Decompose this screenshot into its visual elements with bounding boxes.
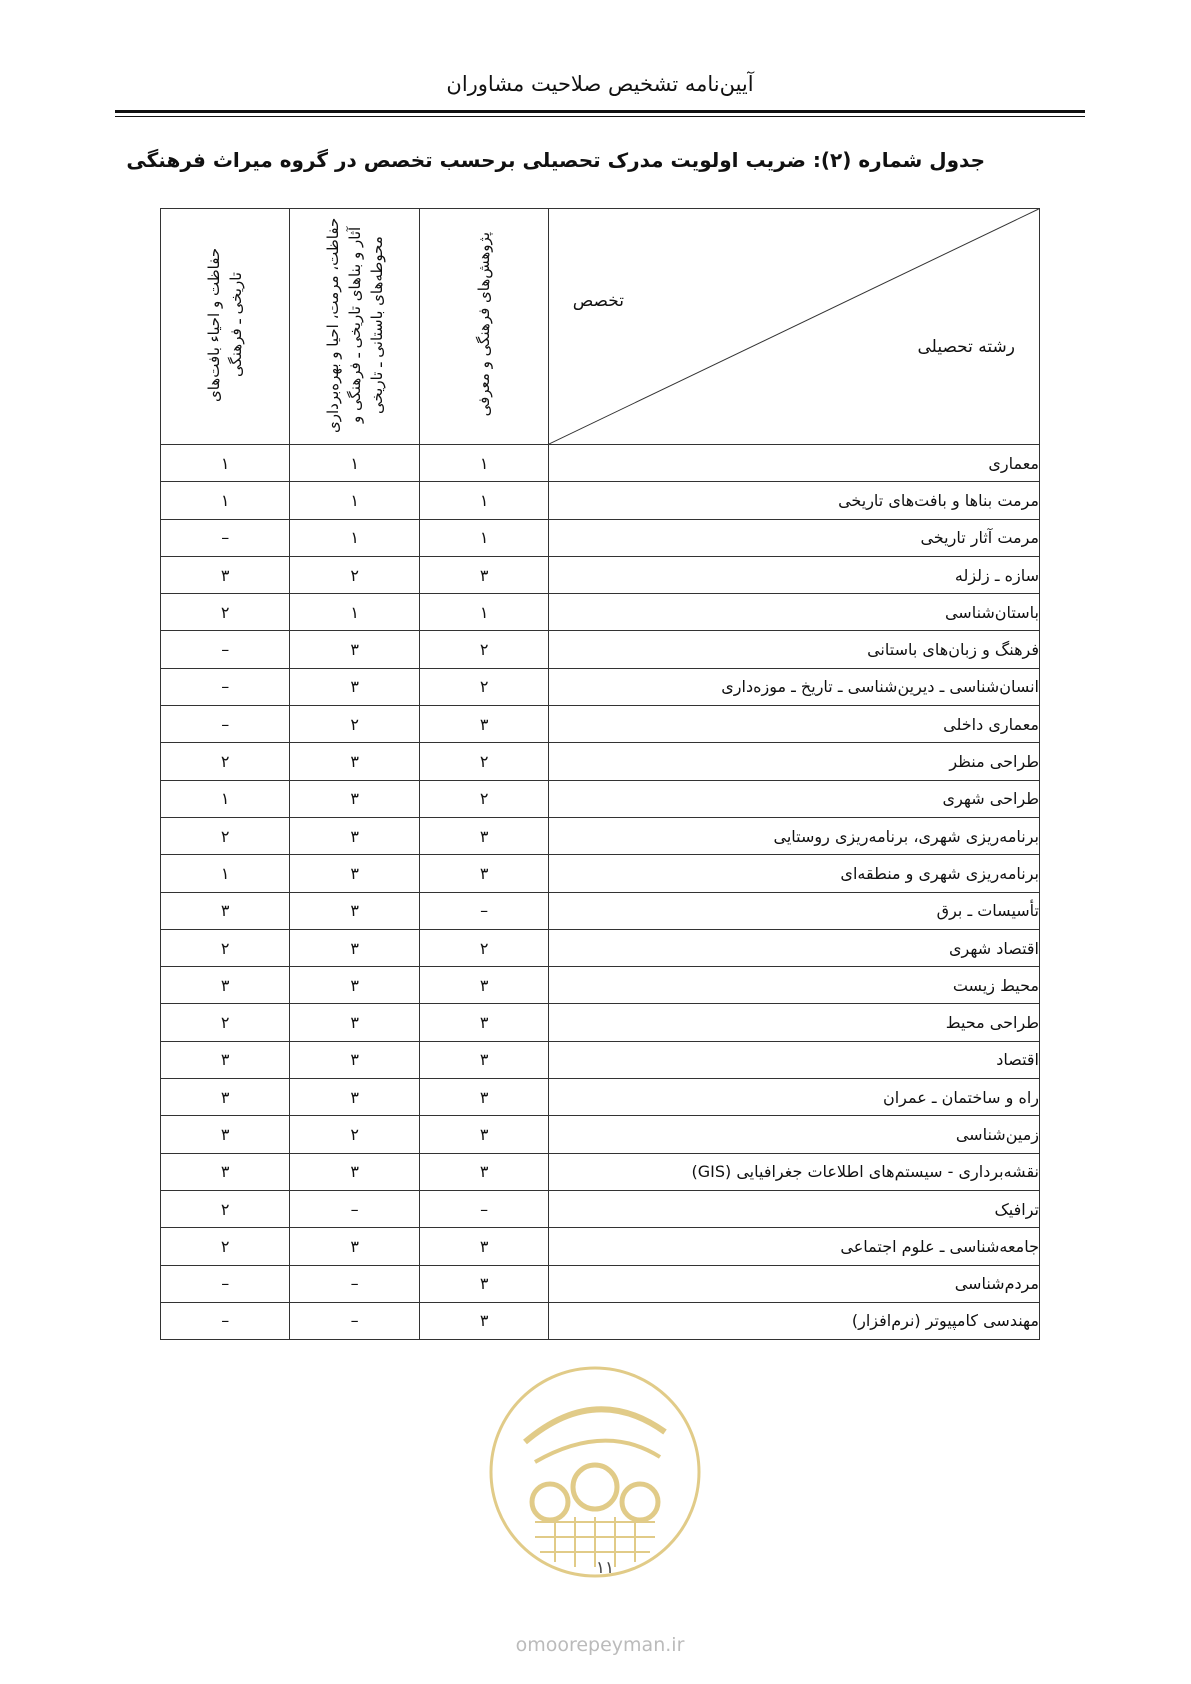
field-name-cell: اقتصاد	[549, 1041, 1040, 1078]
coefficient-cell: ۳	[161, 556, 290, 593]
coefficient-cell: ۲	[161, 929, 290, 966]
column-header-2	[290, 209, 419, 445]
coefficient-cell: ۲	[419, 631, 548, 668]
coefficient-cell: –	[290, 1190, 419, 1227]
coefficient-cell: ۲	[290, 556, 419, 593]
coefficient-cell: ۳	[419, 1004, 548, 1041]
column-header-1-text: پژوهش‌های فرهنگی و معرفی	[475, 232, 494, 417]
table-row	[161, 1265, 1040, 1302]
column-header-1	[419, 209, 548, 445]
table-row	[161, 1004, 1040, 1041]
field-name-cell: سازه ـ زلزله	[549, 556, 1040, 593]
table-row	[161, 519, 1040, 556]
coefficient-cell: ۲	[161, 1228, 290, 1265]
coefficient-cell: ۳	[419, 1116, 548, 1153]
field-name-cell: تأسیسات ـ برق	[549, 892, 1040, 929]
coefficient-cell: ۱	[419, 594, 548, 631]
coefficient-cell: ۱	[290, 594, 419, 631]
coefficient-cell: ۳	[290, 1153, 419, 1190]
table-row	[161, 1228, 1040, 1265]
field-name-cell: مرمت آثار تاریخی	[549, 519, 1040, 556]
coefficient-cell: ۳	[161, 967, 290, 1004]
coefficient-cell: ۳	[419, 1265, 548, 1302]
table-row	[161, 1079, 1040, 1116]
table-row	[161, 967, 1040, 1004]
coefficient-cell: ۱	[161, 445, 290, 482]
coefficient-cell: –	[290, 1265, 419, 1302]
coefficient-cell: ۲	[161, 817, 290, 854]
table-row	[161, 668, 1040, 705]
field-name-cell: معماری داخلی	[549, 706, 1040, 743]
coefficient-cell: ۲	[161, 743, 290, 780]
coefficient-cell: ۳	[161, 892, 290, 929]
page-number: ۱۱	[595, 1558, 615, 1578]
table-row	[161, 1116, 1040, 1153]
coefficient-cell: ۱	[161, 482, 290, 519]
coefficient-cell: ۳	[290, 668, 419, 705]
table-row	[161, 892, 1040, 929]
table-row	[161, 1190, 1040, 1227]
coefficient-cell: ۱	[419, 519, 548, 556]
field-name-cell: محیط زیست	[549, 967, 1040, 1004]
coefficient-cell: ۳	[419, 855, 548, 892]
coefficient-cell: ۲	[161, 1190, 290, 1227]
coefficient-cell: ۳	[419, 1079, 548, 1116]
column-header-3-text: حفاظت و احیاء بافت‌های تاریخی ـ فرهنگی	[205, 247, 246, 402]
coefficient-cell: ۲	[290, 706, 419, 743]
coefficient-cell: ۲	[290, 1116, 419, 1153]
coefficient-cell: ۲	[419, 780, 548, 817]
table-row	[161, 594, 1040, 631]
field-name-cell: طراحی منظر	[549, 743, 1040, 780]
header-rule-thin	[115, 116, 1085, 117]
coefficient-cell: ۲	[161, 1004, 290, 1041]
coefficient-cell: ۳	[290, 929, 419, 966]
column-header-3	[161, 209, 290, 445]
coefficient-cell: ۱	[419, 445, 548, 482]
field-name-cell: معماری	[549, 445, 1040, 482]
coefficient-cell: ۳	[290, 780, 419, 817]
coefficient-cell: –	[161, 631, 290, 668]
table-header-row	[161, 209, 1040, 445]
coefficient-cell: –	[161, 668, 290, 705]
coefficient-cell: ۳	[161, 1079, 290, 1116]
coefficient-cell: ۳	[290, 1004, 419, 1041]
field-name-cell: نقشه‌برداری - سیستم‌های اطلاعات جغرافیایی (GIS)	[549, 1153, 1040, 1190]
corner-specialty-label: تخصص	[572, 291, 624, 311]
field-name-cell: زمین‌شناسی	[549, 1116, 1040, 1153]
coefficient-cell: ۱	[290, 519, 419, 556]
corner-cell	[549, 209, 1040, 445]
coefficient-cell: –	[161, 1302, 290, 1339]
watermark-site: omoorepeyman.ir	[515, 1634, 685, 1656]
coefficient-cell: ۳	[419, 706, 548, 743]
coefficient-cell: ۳	[419, 1228, 548, 1265]
column-header-2-text: حفاظت، مرمت، احیا و بهره‌برداری آثار و بناهای تاریخی ـ فرهنگی و محوطه‌های باستانی ـ تاریخی	[323, 216, 386, 433]
table-row	[161, 631, 1040, 668]
coefficient-cell: ۳	[419, 967, 548, 1004]
field-name-cell: مردم‌شناسی	[549, 1265, 1040, 1302]
field-name-cell: اقتصاد شهری	[549, 929, 1040, 966]
table-row	[161, 482, 1040, 519]
coefficient-cell: –	[161, 519, 290, 556]
field-name-cell: جامعه‌شناسی ـ علوم اجتماعی	[549, 1228, 1040, 1265]
coefficient-cell: ۳	[161, 1116, 290, 1153]
field-name-cell: ترافیک	[549, 1190, 1040, 1227]
coefficient-cell: ۱	[161, 780, 290, 817]
header-rule-thick	[115, 110, 1085, 113]
table-row	[161, 1302, 1040, 1339]
diagonal-line	[549, 209, 1039, 444]
field-name-cell: مهندسی کامپیوتر (نرم‌افزار)	[549, 1302, 1040, 1339]
table-title: جدول شماره (۲): ضریب اولویت مدرک تحصیلی برحسب تخصص در گروه میراث فرهنگی	[126, 148, 985, 172]
coefficient-cell: ۲	[161, 594, 290, 631]
coefficient-cell: ۳	[290, 967, 419, 1004]
coefficient-cell: ۳	[290, 1228, 419, 1265]
coefficient-table	[160, 208, 1040, 1340]
coefficient-cell: ۲	[419, 668, 548, 705]
coefficient-cell: ۳	[419, 556, 548, 593]
table-row	[161, 855, 1040, 892]
coefficient-cell: ۳	[290, 817, 419, 854]
table-row	[161, 743, 1040, 780]
table-row	[161, 817, 1040, 854]
field-name-cell: انسان‌شناسی ـ دیرین‌شناسی ـ تاریخ ـ موزه‌داری	[549, 668, 1040, 705]
coefficient-cell: –	[290, 1302, 419, 1339]
omoorepeyman-seal-logo-icon	[485, 1362, 705, 1582]
table-row	[161, 556, 1040, 593]
field-name-cell: طراحی شهری	[549, 780, 1040, 817]
coefficient-cell: ۲	[419, 743, 548, 780]
field-name-cell: برنامه‌ریزی شهری و منطقه‌ای	[549, 855, 1040, 892]
table-row	[161, 780, 1040, 817]
coefficient-cell: ۳	[161, 1153, 290, 1190]
coefficient-cell: ۳	[419, 1041, 548, 1078]
table-row	[161, 929, 1040, 966]
field-name-cell: طراحی محیط	[549, 1004, 1040, 1041]
coefficient-cell: ۳	[290, 1041, 419, 1078]
coefficient-cell: ۳	[290, 1079, 419, 1116]
coefficient-cell: ۱	[419, 482, 548, 519]
coefficient-cell: ۳	[419, 1153, 548, 1190]
table-row	[161, 1153, 1040, 1190]
table-row	[161, 1041, 1040, 1078]
coefficient-cell: ۲	[419, 929, 548, 966]
page-header-title: آیین‌نامه تشخیص صلاحیت مشاوران	[446, 72, 754, 96]
coefficient-cell: ۳	[290, 855, 419, 892]
corner-field-label: رشته تحصیلی	[917, 337, 1015, 357]
coefficient-cell: –	[161, 706, 290, 743]
coefficient-cell: ۱	[290, 445, 419, 482]
field-name-cell: فرهنگ و زبان‌های باستانی	[549, 631, 1040, 668]
coefficient-cell: ۱	[290, 482, 419, 519]
field-name-cell: باستان‌شناسی	[549, 594, 1040, 631]
field-name-cell: مرمت بناها و بافت‌های تاریخی	[549, 482, 1040, 519]
coefficient-cell: ۳	[161, 1041, 290, 1078]
coefficient-cell: ۳	[419, 817, 548, 854]
field-name-cell: راه و ساختمان ـ عمران	[549, 1079, 1040, 1116]
coefficient-cell: ۳	[290, 892, 419, 929]
coefficient-cell: –	[161, 1265, 290, 1302]
coefficient-cell: ۳	[290, 631, 419, 668]
table-row	[161, 706, 1040, 743]
coefficient-cell: –	[419, 1190, 548, 1227]
coefficient-cell: –	[419, 892, 548, 929]
coefficient-cell: ۳	[419, 1302, 548, 1339]
coefficient-cell: ۱	[161, 855, 290, 892]
field-name-cell: برنامه‌ریزی شهری، برنامه‌ریزی روستایی	[549, 817, 1040, 854]
coefficient-cell: ۳	[290, 743, 419, 780]
table-row	[161, 445, 1040, 482]
